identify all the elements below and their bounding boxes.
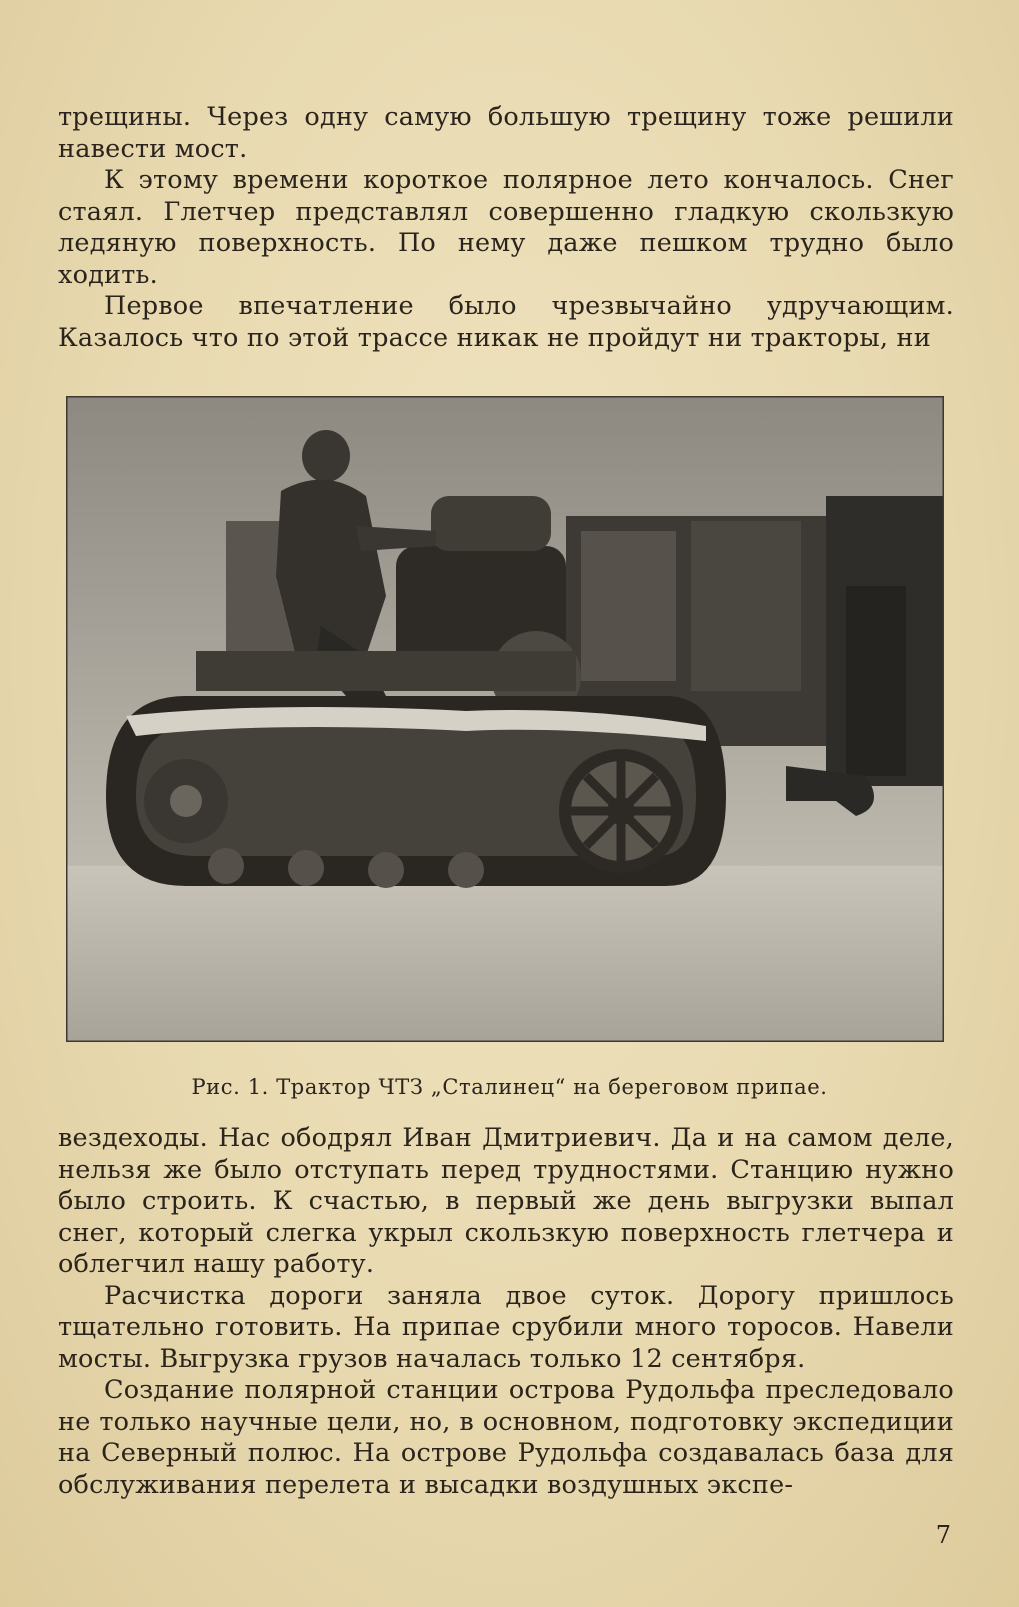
paragraph-5: Расчистка дороги заняла двое суток. Дорогу пришлось тщательно готовить. На припае срубили много торосов. Навели мосты. Выгрузка грузов началась только 12 сентября. [58,1280,954,1374]
tractor-photo [66,396,944,1042]
page-number: 7 [935,1521,951,1549]
figure-caption: Рис. 1. Трактор ЧТЗ „Сталинец“ на береговом припае. [191,1075,828,1099]
tractor-photo-illustration [66,396,944,1042]
paragraph-3: Первое впечатление было чрезвычайно удручающим. Казалось что по этой трассе никак не пройдут ни тракторы, ни [58,291,954,353]
paragraph-1: трещины. Через одну самую большую трещину тоже решили навести мост. [58,102,954,164]
top-text-block [58,102,954,354]
paragraph-6: Создание полярной станции острова Рудольфа преследовало не только научные цели, но, в основном, подготовку экспедиции на Северный полюс. На острове Рудольфа создавалась база для обслуживания перелета и высадки воздушных экспе- [58,1375,954,1500]
paragraph-4: вездеходы. Нас ободрял Иван Дмитриевич. Да и на самом деле, нельзя же было отступать перед трудностями. Станцию нужно было строить. К счастью, в первый же день выгрузки выпал снег, который слегка укрыл скользкую поверхность глетчера и облегчил нашу работу. [58,1123,954,1279]
bottom-text-block [58,1123,954,1501]
paragraph-2: К этому времени короткое полярное лето кончалось. Снег стаял. Глетчер представлял совершенно гладкую скользкую ледяную поверхность. По нему даже пешком трудно было ходить. [58,165,954,290]
